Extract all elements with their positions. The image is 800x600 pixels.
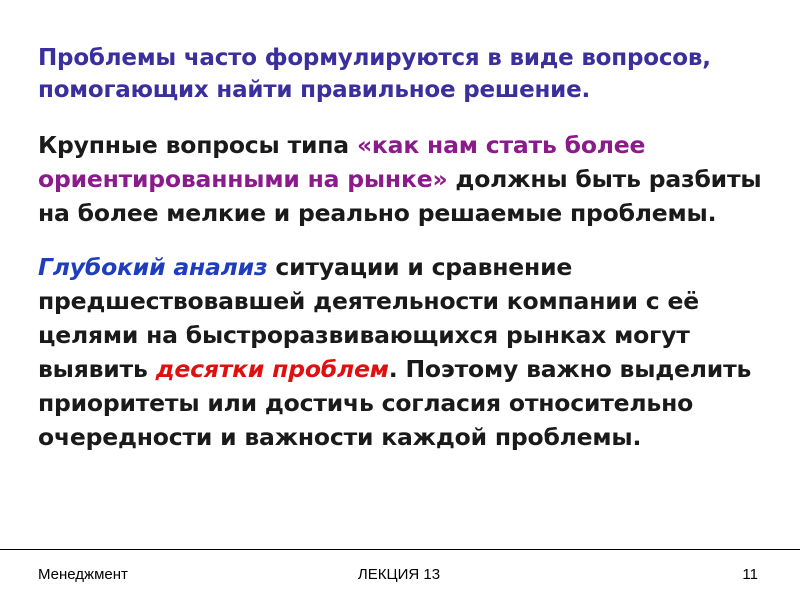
paragraph-deep-analysis-conclusion: . Поэтому важно выделить приоритеты или достичь согласия относительно очередности и важности каждой проблемы. — [38, 355, 752, 451]
paragraph-large-questions-intro: Крупные вопросы типа — [38, 131, 357, 159]
footer-lecture-label: ЛЕКЦИЯ 13 — [357, 566, 441, 583]
deep-analysis-emphasis: Глубокий анализ — [38, 253, 268, 281]
paragraph-large-questions-rest: должны быть разбиты на более мелкие и реально решаемые проблемы. — [38, 165, 762, 227]
paragraph-deep-analysis — [38, 250, 773, 454]
paragraph-large-questions — [38, 128, 773, 230]
dozens-of-problems-emphasis: десятки проблем — [155, 355, 389, 383]
footer-divider — [0, 549, 800, 550]
footer-course-title: Менеджмент — [38, 566, 128, 583]
paragraph-problems-as-questions: Проблемы часто формулируются в виде вопросов, помогающих найти правильное решение. — [38, 45, 711, 103]
footer-page-number: 11 — [742, 566, 758, 583]
slide-content — [38, 42, 773, 454]
paragraph-deep-analysis-text: ситуации и сравнение предшествовавшей деятельности компании с её целями на быстроразвивающихся рынках могут выявить — [38, 253, 699, 383]
market-orientation-quote: «как нам стать более ориентированными на рынке» — [38, 131, 646, 193]
